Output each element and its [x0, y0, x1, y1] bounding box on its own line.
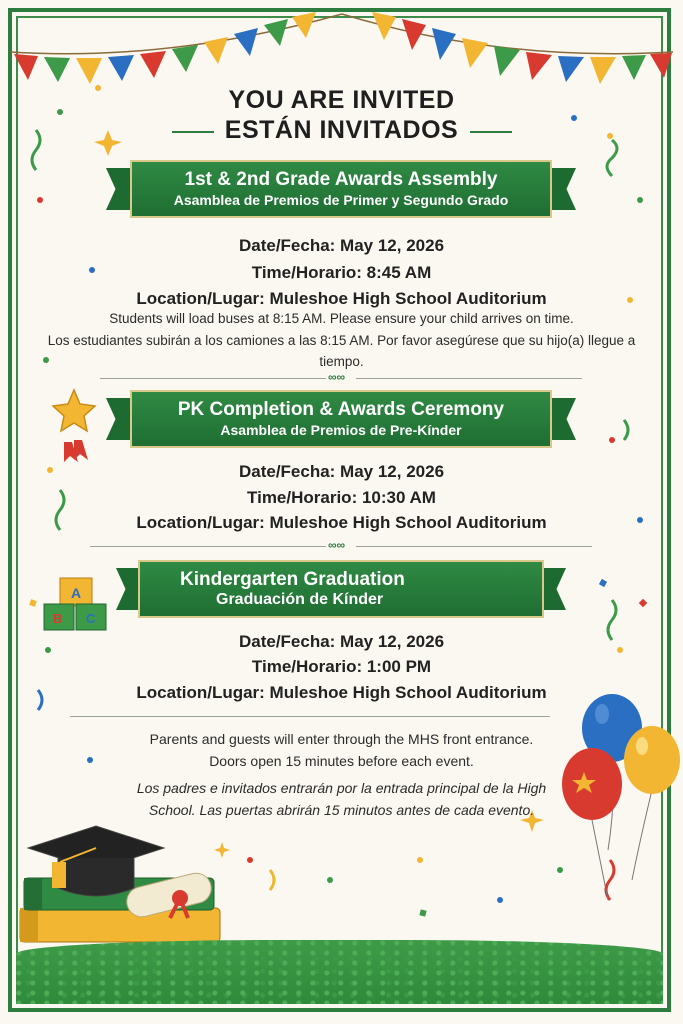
- divider-2-left: [90, 546, 326, 547]
- svg-text:C: C: [86, 611, 96, 626]
- event-1-time: Time/Horario: 8:45 AM: [251, 263, 432, 282]
- event-1-date: Date/Fecha: May 12, 2026: [238, 236, 445, 255]
- footer-spanish-line-1: Los padres e invitados entrarán por la entrada principal de la High: [136, 780, 547, 796]
- event-2-date: Date/Fecha: May 12, 2026: [238, 462, 445, 481]
- event-3-location: Location/Lugar: Muleshoe High School Auditorium: [136, 683, 547, 702]
- footer-english-line-2: Doors open 15 minutes before each event.: [209, 753, 474, 769]
- divider-2-ornament: ∞∞: [328, 538, 346, 552]
- footer-english-line-1: Parents and guests will enter through the MHS front entrance.: [149, 731, 534, 747]
- divider-1-left: [100, 378, 326, 379]
- event-3-subtitle: Graduación de Kínder: [216, 591, 384, 608]
- event-1-banner: [106, 160, 576, 218]
- divider-3: [70, 716, 550, 717]
- divider-2-right: [356, 546, 592, 547]
- event-1-location: Location/Lugar: Muleshoe High School Auditorium: [136, 289, 547, 308]
- event-1-banner-body: [130, 160, 552, 218]
- star-ribbon-icon: [53, 390, 95, 462]
- svg-text:A: A: [71, 585, 82, 601]
- event-2-location: Location/Lugar: Muleshoe High School Auditorium: [136, 513, 547, 532]
- event-1-subtitle: Asamblea de Premios de Primer y Segundo Grado: [173, 192, 509, 208]
- event-1-title: 1st & 2nd Grade Awards Assembly: [184, 169, 498, 190]
- event-1-note-spanish: Los estudiantes subirán a los camiones a las 8:15 AM. Por favor asegúrese que su hijo(a) llegue a tiempo.: [47, 333, 636, 369]
- event-3-title: Kindergarten Graduation: [180, 569, 405, 590]
- books-diploma-cap-icon: [20, 826, 220, 942]
- divider-1-right: [356, 378, 582, 379]
- footer-english: [0, 728, 683, 772]
- event-3-time: Time/Horario: 1:00 PM: [251, 657, 432, 676]
- footer-spanish: [0, 777, 683, 821]
- event-1-note-english: Students will load buses at 8:15 AM. Please ensure your child arrives on time.: [109, 311, 574, 326]
- title-english: YOU ARE INVITED: [228, 86, 455, 114]
- event-2-banner-body: [130, 390, 552, 448]
- title-spanish: ESTÁN INVITADOS: [224, 116, 459, 144]
- divider-1-ornament: ∞∞: [328, 370, 346, 384]
- abc-blocks-icon: [44, 578, 106, 630]
- title-rule-right: [470, 131, 512, 133]
- footer-spanish-line-2: School. Las puertas abrirán 15 minutos antes de cada evento.: [148, 802, 535, 818]
- event-3-banner-body: [138, 560, 544, 618]
- event-3-date: Date/Fecha: May 12, 2026: [238, 632, 445, 651]
- event-2-subtitle: Asamblea de Premios de Pre-Kínder: [220, 422, 462, 438]
- bunting: [10, 12, 673, 84]
- event-2-banner: [106, 390, 576, 448]
- event-3-banner: [116, 560, 566, 618]
- event-2-title: PK Completion & Awards Ceremony: [177, 399, 505, 420]
- grass-strip: [16, 940, 663, 1004]
- event-2-time: Time/Horario: 10:30 AM: [247, 488, 436, 507]
- svg-text:B: B: [53, 611, 63, 626]
